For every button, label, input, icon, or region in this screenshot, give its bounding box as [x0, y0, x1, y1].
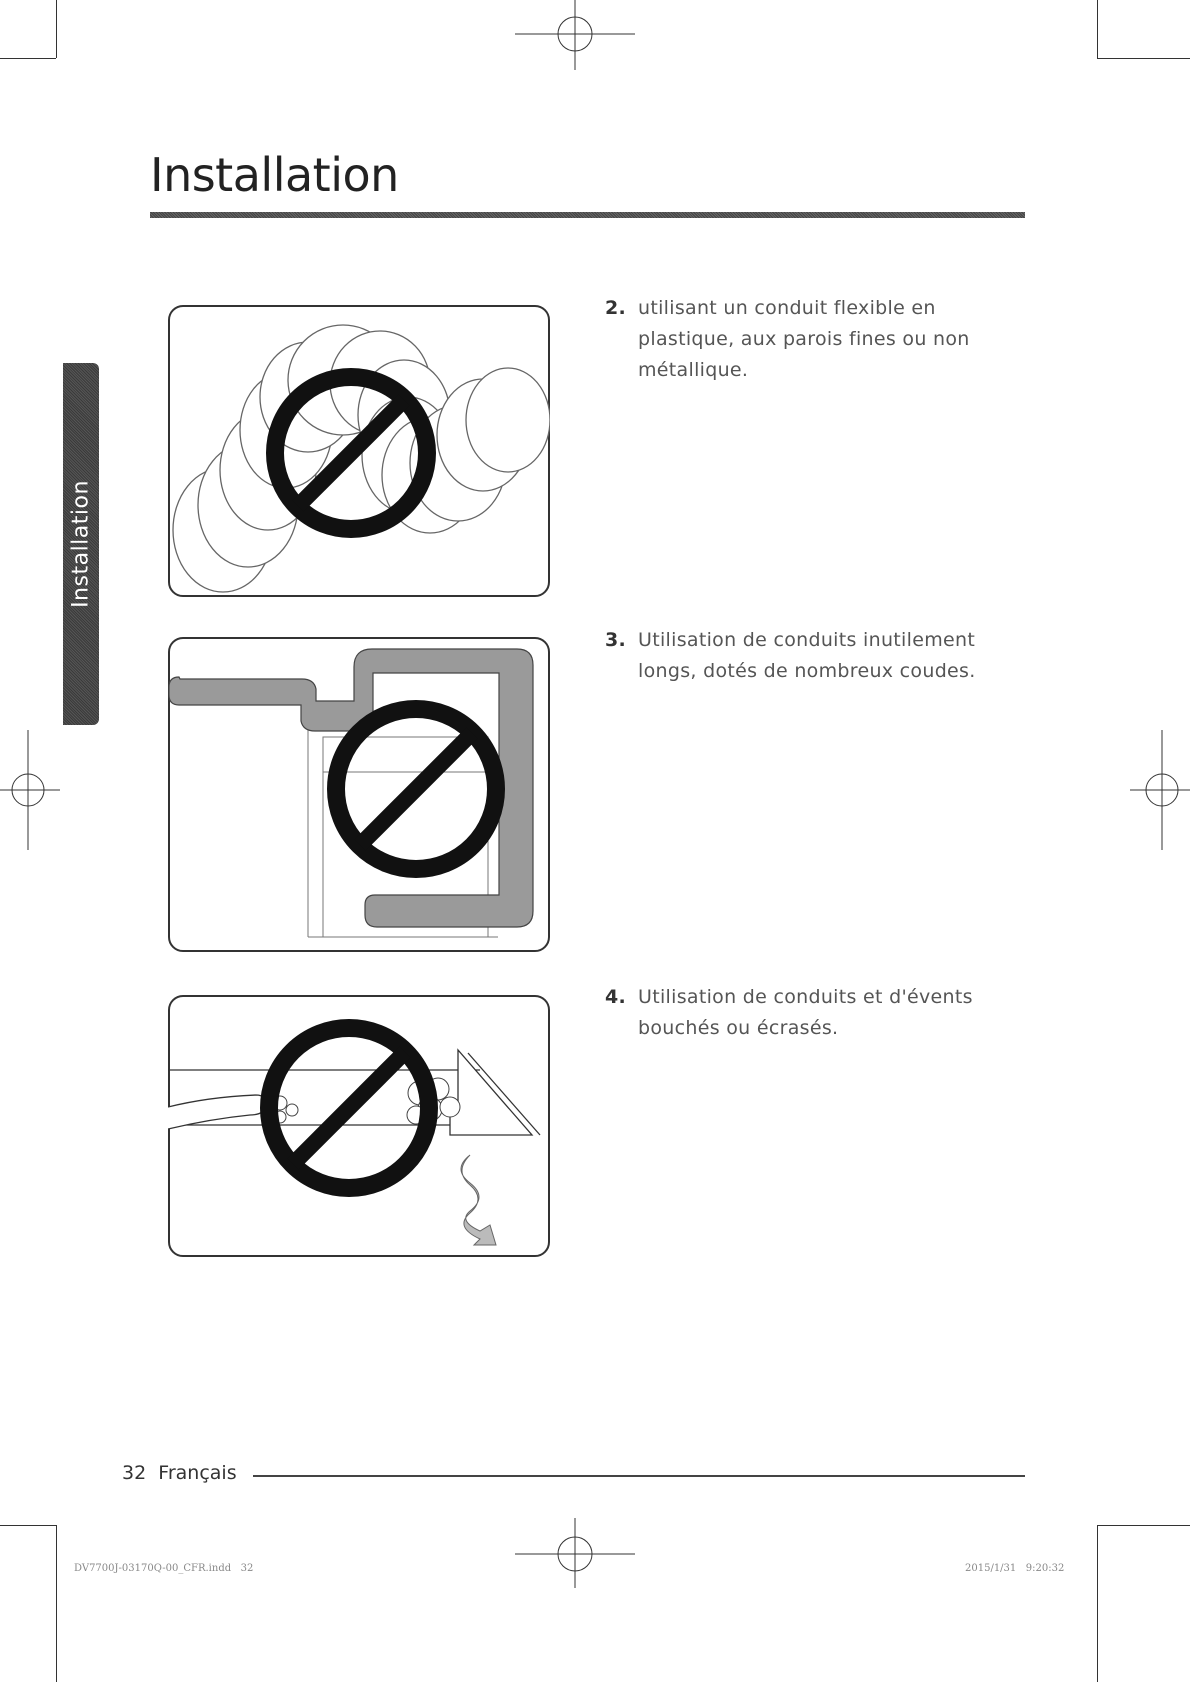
registration-mark-top	[515, 0, 635, 70]
section-side-tab	[63, 363, 99, 725]
footer-language: Français	[158, 1462, 237, 1484]
footer-divider	[253, 1475, 1025, 1477]
page-number: 32	[122, 1462, 147, 1484]
step-text: Utilisation de conduits inutilement longs, dotés de nombreux coudes.	[638, 629, 976, 682]
crop-mark	[56, 1525, 57, 1682]
figure-crushed-duct	[168, 995, 550, 1257]
registration-mark-bottom	[515, 1518, 635, 1588]
crop-mark	[1097, 1525, 1098, 1682]
registration-mark-left	[0, 730, 60, 850]
step-4	[605, 982, 1025, 1044]
page-title: Installation	[150, 148, 399, 202]
registration-mark-right	[1130, 730, 1190, 850]
crop-mark	[1097, 58, 1190, 59]
crop-mark	[0, 58, 56, 59]
page-footer	[122, 1462, 237, 1484]
crop-mark	[1097, 0, 1098, 58]
crop-mark	[56, 0, 57, 58]
crushed-duct-illustration	[168, 995, 550, 1257]
step-number: 2.	[605, 297, 627, 319]
step-3	[605, 625, 1025, 687]
side-tab-label: Installation	[68, 480, 94, 608]
long-duct-illustration	[168, 637, 550, 952]
print-slug-timestamp: 2015/1/31 9:20:32	[965, 1563, 1065, 1574]
step-number: 3.	[605, 629, 627, 651]
title-divider	[150, 212, 1025, 218]
figure-flexible-duct	[168, 305, 550, 597]
flexible-duct-illustration	[168, 305, 550, 597]
figure-long-duct	[168, 637, 550, 952]
step-text: utilisant un conduit flexible en plastique, aux parois fines ou non métallique.	[638, 297, 970, 381]
step-number: 4.	[605, 986, 627, 1008]
print-slug-file: DV7700J-03170Q-00_CFR.indd 32	[74, 1563, 254, 1574]
crop-mark	[0, 1525, 56, 1526]
step-2	[605, 293, 1025, 386]
crop-mark	[1097, 1525, 1190, 1526]
step-text: Utilisation de conduits et d'évents bouchés ou écrasés.	[638, 986, 973, 1039]
